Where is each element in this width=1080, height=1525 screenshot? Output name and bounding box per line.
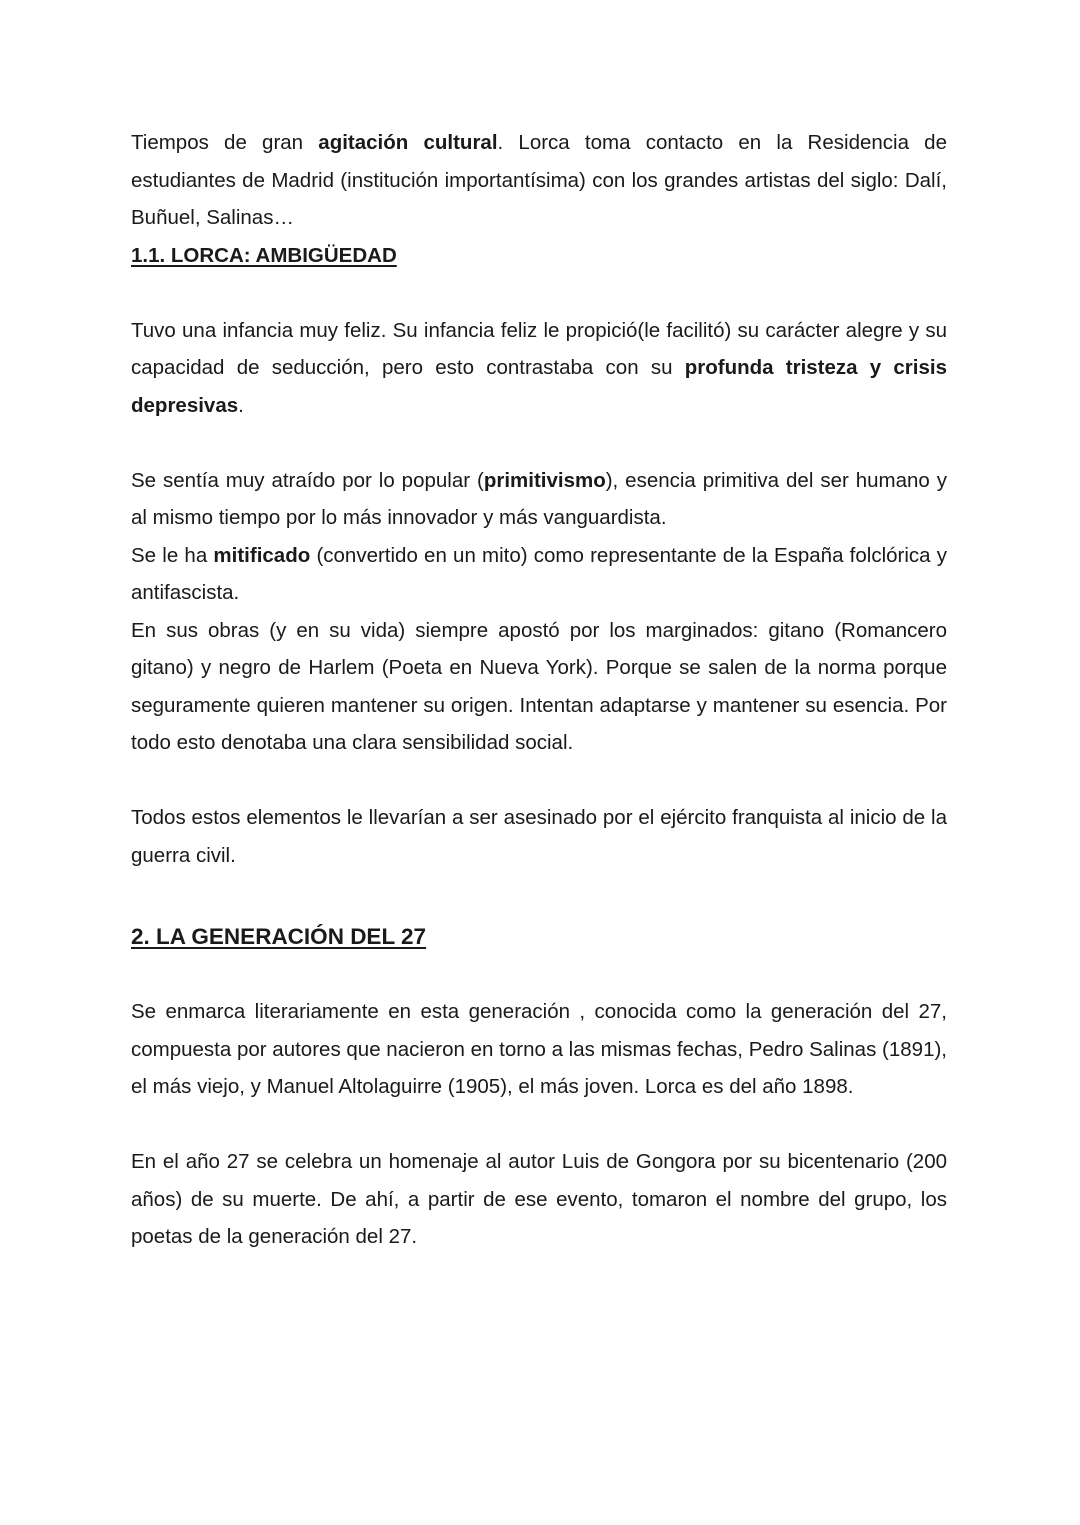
paragraph-generacion: Se enmarca literariamente en esta generación , conocida como la generación del 27, compuesta por autores que nacieron en torno a las mismas fechas, Pedro Salinas (1891), el más viejo, y Manuel Altolaguirre (1905), el más joven. Lorca es del año 1898. [131, 1000, 947, 1098]
paragraph-mitificado: Se le ha mitificado (convertido en un mito) como representante de la España folclórica y antifascista. [131, 543, 948, 604]
paragraph-marginados: En sus obras (y en su vida) siempre apostó por los marginados: gitano (Romancero gitano) y negro de Harlem (Poeta en Nueva York). Porque se salen de la norma porque seguramente quieren mantener su origen. Intentan adaptarse y mantener su esencia. Por todo esto denotaba una clara sensibilidad social. [131, 618, 947, 754]
paragraph-infancia: Tuvo una infancia muy feliz. Su infancia feliz le propició(le facilitó) su carácter alegre y su capacidad de seducción, pero esto contrastaba con su profunda tristeza y crisis depresivas. [131, 318, 947, 417]
bold-term: profunda tristeza y crisis depresivas [131, 356, 947, 417]
bold-term: mitificado [213, 543, 311, 567]
paragraph-primitivismo: Se sentía muy atraído por lo popular (primitivismo), esencia primitiva del ser humano y al mismo tiempo por lo más innovador y más vanguardista. [131, 468, 947, 529]
paragraph-asesinado: Todos estos elementos le llevarían a ser asesinado por el ejército franquista al inicio de la guerra civil. [131, 806, 947, 867]
bold-term: primitivismo [483, 468, 606, 492]
document-page [131, 124, 947, 1256]
section-heading-generacion-27: 2. LA GENERACIÓN DEL 27 [131, 924, 427, 949]
paragraph-agitacion-cultural: Tiempos de gran agitación cultural. Lorca toma contacto en la Residencia de estudiantes de Madrid (institución importantísima) con los grandes artistas del siglo: Dalí, Buñuel, Salinas… [131, 131, 947, 229]
section-heading-lorca-ambiguedad: 1.1. LORCA: AMBIGÜEDAD [131, 243, 397, 267]
paragraph-gongora: En el año 27 se celebra un homenaje al autor Luis de Gongora por su bicentenario (200 años) de su muerte. De ahí, a partir de ese evento, tomaron el nombre del grupo, los poetas de la generación del 27. [131, 1150, 947, 1248]
bold-term: agitación cultural [318, 131, 498, 154]
